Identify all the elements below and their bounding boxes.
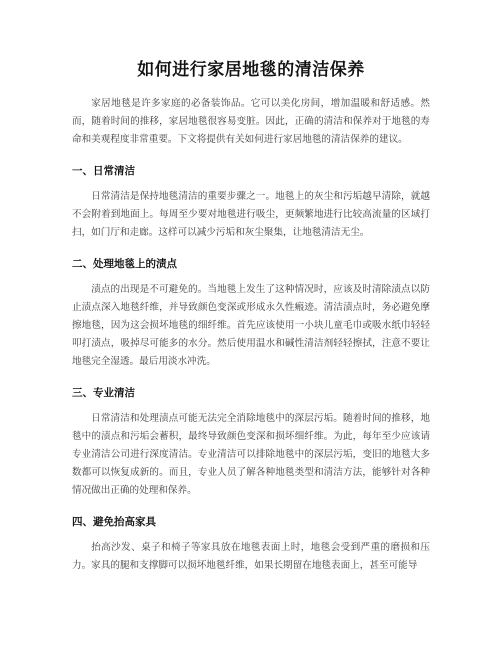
- section-professional-cleaning: [72, 385, 430, 500]
- page-title: 如何进行家居地毯的清洁保养: [137, 60, 365, 80]
- section-stain-treatment: [72, 256, 430, 371]
- section-paragraph: 日常清洁是保持地毯清洁的重要步骤之一。地毯上的灰尘和污垢越早清除，就越不会附着到地面上。每周至少要对地毯进行吸尘，更频繁地进行比较高流量的区域打扫，如门厅和走廊。这样可以减少污垢和灰尘聚集，让地毯清洁无尘。: [72, 191, 430, 238]
- section-heading: 二、处理地毯上的渍点: [72, 258, 177, 270]
- intro-paragraph: 家居地毯是许多家庭的必备装饰品。它可以美化房间，增加温暖和舒适感。然而，随着时间的推移，家居地毯很容易变脏。因此，正确的清洁和保养对于地毯的寿命和美观程度非常重要。下文将提供有关如何进行家居地毯的清洁保养的建议。: [72, 98, 430, 145]
- section-heading: 三、专业清洁: [72, 387, 135, 399]
- section-furniture: [72, 514, 430, 575]
- section-paragraph: 日常清洁和处理渍点可能无法完全消除地毯中的深层污垢。随着时间的推移，地毯中的渍点和污垢会蓄积，最终导致颜色变深和损坏细纤维。为此，每年至少应该请专业清洁公司进行深度清洁。专业清洁可以排除地毯中的深层污垢，变旧的地毯大多数都可以恢复成新的。而且，专业人员了解各种地毯类型和清洁方法，能够针对各种情况做出正确的处理和保养。: [72, 413, 430, 496]
- section-daily-cleaning: [72, 163, 430, 242]
- section-paragraph: 渍点的出现是不可避免的。当地毯上发生了这种情况时，应该及时清除渍点以防止渍点深入地毯纤维，并导致颜色变深或形成永久性瘢迹。清洁渍点时，务必避免摩擦地毯，因为这会损坏地毯的细纤维。首先应该使用一小块儿童毛巾或吸水纸巾轻轻叩打渍点，吸掉尽可能多的水分。然后使用温水和碱性清洁剂轻轻擦拭，注意不要让地毯完全湿透。最后用淡水冲洗。: [72, 284, 430, 367]
- section-heading: 一、日常清洁: [72, 165, 135, 177]
- section-heading: 四、避免抬高家具: [72, 516, 156, 528]
- section-paragraph: 抬高沙发、桌子和椅子等家具放在地毯表面上时，地毯会受到严重的磨损和压力。家具的腿和支撑脚可以损坏地毯纤维，如果长期留在地毯表面上，甚至可能导: [72, 542, 430, 571]
